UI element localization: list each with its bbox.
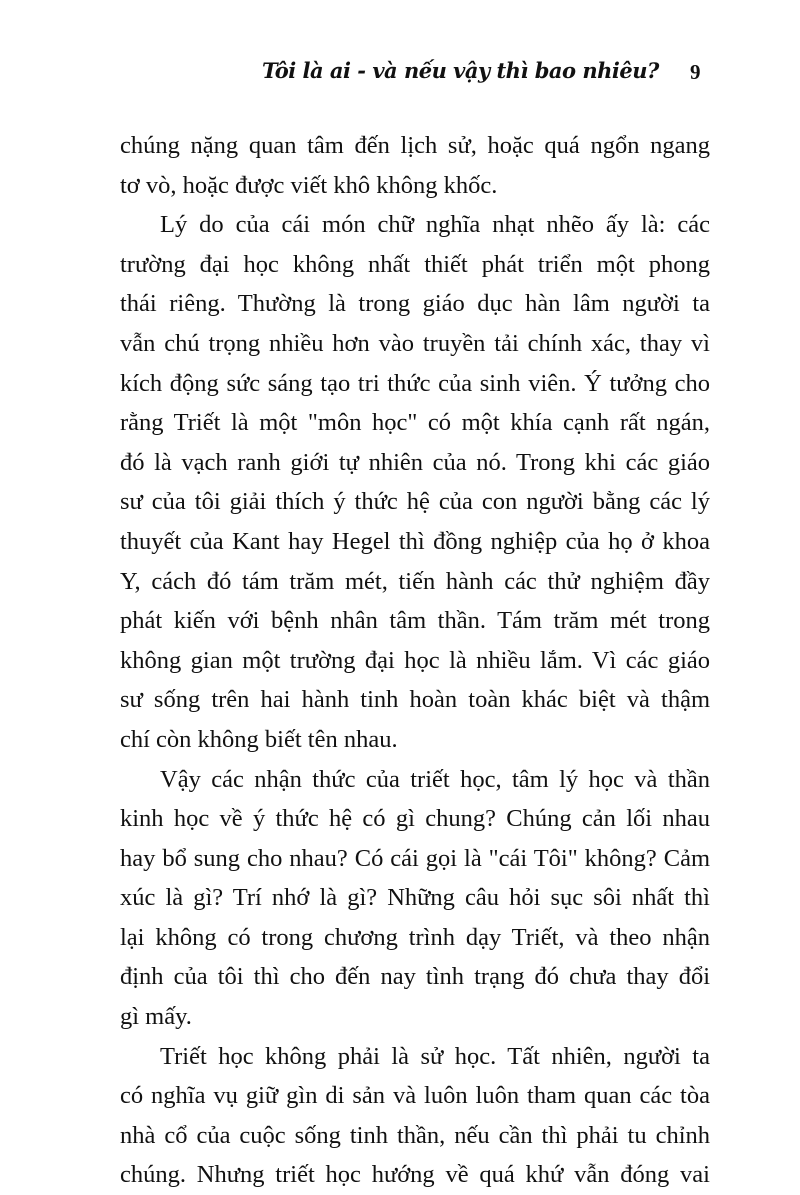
text-line: chí còn không biết tên nhau.	[120, 725, 398, 753]
text-line: kích động sức sáng tạo tri thức của sinh viên. Ý tưởng cho	[120, 369, 710, 397]
text-line: vẫn chú trọng nhiều hơn vào truyền tải chính xác, thay vì	[120, 329, 710, 357]
text-line: thái riêng. Thường là trong giáo dục hàn lâm người ta	[120, 290, 710, 318]
text-line: thuyết của Kant hay Hegel thì đồng nghiệp của họ ở khoa	[120, 527, 710, 555]
page-number: 9	[690, 60, 701, 84]
text-line: hay bổ sung cho nhau? Có cái gọi là "cái Tôi" không? Cảm	[120, 844, 710, 872]
paragraph	[120, 205, 710, 759]
text-line: rằng Triết là một "môn học" có một khía cạnh rất ngán,	[120, 409, 710, 437]
text-line: chúng nặng quan tâm đến lịch sử, hoặc quá ngổn ngang	[120, 132, 710, 159]
text-line: trường đại học không nhất thiết phát triển một phong	[120, 250, 710, 278]
text-line: Y, cách đó tám trăm mét, tiến hành các thử nghiệm đầy	[120, 567, 710, 595]
text-line: tơ vò, hoặc được viết khô không khốc.	[120, 171, 498, 199]
text-line: đó là vạch ranh giới tự nhiên của nó. Trong khi các giáo	[120, 448, 710, 476]
text-line: Lý do của cái món chữ nghĩa nhạt nhẽo ấy là: các	[160, 211, 710, 239]
paragraph	[120, 760, 710, 1037]
text-line: có nghĩa vụ giữ gìn di sản và luôn luôn tham quan các tòa	[120, 1082, 710, 1110]
paragraph	[120, 1037, 710, 1195]
text-line: Triết học không phải là sử học. Tất nhiên, người ta	[160, 1042, 710, 1070]
text-line: định của tôi thì cho đến nay tình trạng đó chưa thay đổi	[120, 963, 710, 991]
text-line: kinh học về ý thức hệ có gì chung? Chúng cản lối nhau	[120, 805, 710, 833]
text-line: chúng. Nhưng triết học hướng về quá khứ vẫn đóng vai	[120, 1161, 710, 1189]
text-line: sư của tôi giải thích ý thức hệ của con người bằng các lý	[120, 488, 710, 516]
text-line: nhà cổ của cuộc sống tinh thần, nếu cần thì phải tu chỉnh	[120, 1121, 710, 1149]
text-line: xúc là gì? Trí nhớ là gì? Những câu hỏi sục sôi nhất thì	[120, 884, 710, 912]
running-header-title: Tôi là ai - và nếu vậy thì bao nhiêu?	[262, 58, 659, 83]
text-line: phát kiến với bệnh nhân tâm thần. Tám trăm mét trong	[120, 607, 710, 635]
text-line: lại không có trong chương trình dạy Triết, và theo nhận	[120, 923, 710, 951]
text-line: gì mấy.	[120, 1003, 192, 1031]
text-line: Vậy các nhận thức của triết học, tâm lý học và thần	[160, 765, 710, 793]
paragraph	[120, 126, 710, 205]
page-body	[120, 126, 710, 1195]
text-line: sư sống trên hai hành tinh hoàn toàn khác biệt và thậm	[120, 686, 710, 714]
text-line: không gian một trường đại học là nhiều lắm. Vì các giáo	[120, 646, 710, 674]
